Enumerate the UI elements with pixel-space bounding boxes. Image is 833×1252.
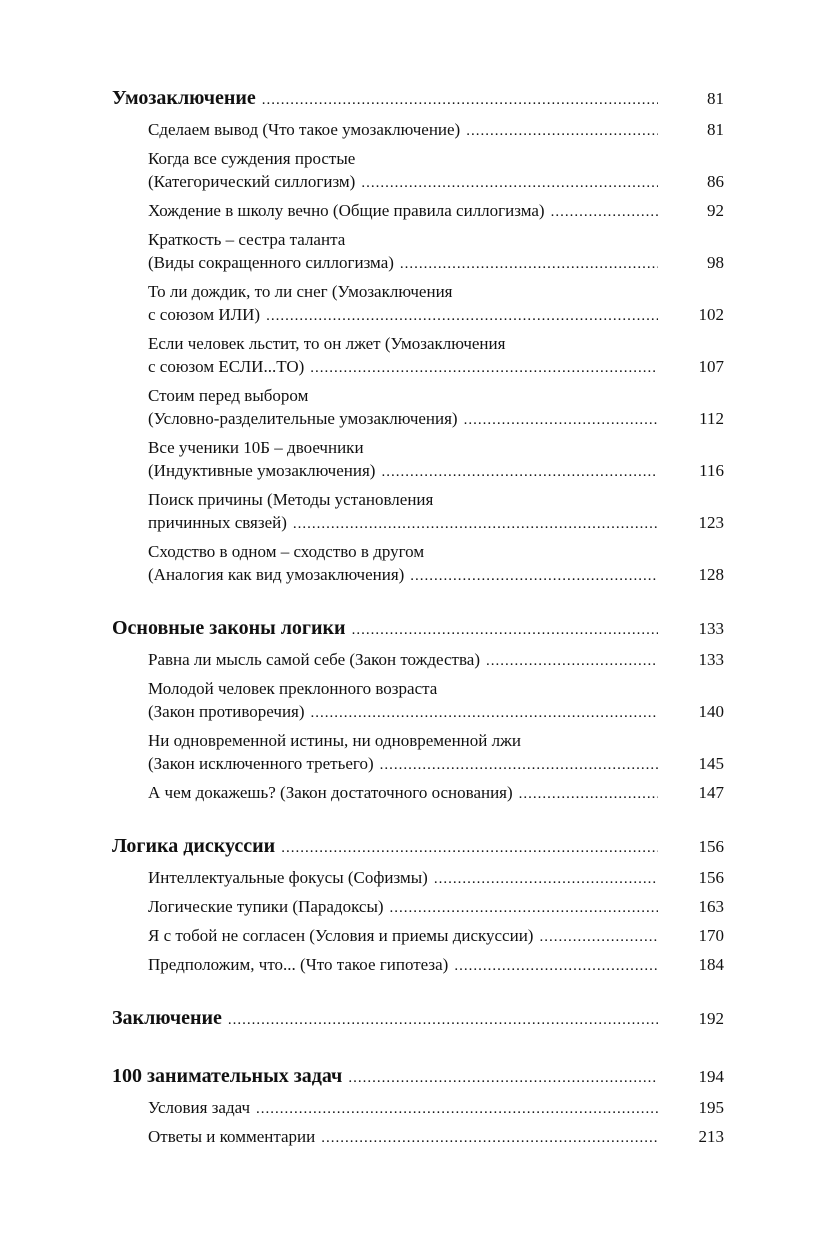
entry-page-number: 170 xyxy=(698,926,724,945)
entry-title: Условия задач xyxy=(148,1098,251,1117)
toc-entry xyxy=(112,1096,724,1121)
entry-page-number: 81 xyxy=(707,120,724,139)
entry-title-wrap xyxy=(148,866,658,891)
entry-title-line1: Ни одновременной истины, ни одновременной лжи xyxy=(148,731,521,750)
entry-title-line1: Если человек льстит, то он лжет (Умозаключения xyxy=(148,334,506,353)
entry-title: Логические тупики (Парадоксы) xyxy=(148,897,384,916)
toc-section xyxy=(112,612,724,806)
entry-title-line1: Краткость – сестра таланта xyxy=(148,230,346,249)
dot-leader xyxy=(348,1062,658,1094)
entry-title-wrap xyxy=(148,199,658,224)
entry-page-number: 213 xyxy=(698,1127,724,1146)
entry-title: (Закон противоречия) xyxy=(148,702,305,721)
entry-page-number: 112 xyxy=(699,409,724,428)
dot-leader xyxy=(381,461,658,484)
entry-title-wrap xyxy=(148,752,658,777)
entry-title: причинных связей) xyxy=(148,513,287,532)
section-heading xyxy=(112,830,724,864)
dot-leader xyxy=(551,201,658,224)
dot-leader xyxy=(262,84,658,116)
dot-leader xyxy=(434,868,658,891)
toc-entry xyxy=(112,1125,724,1150)
entry-page-number: 123 xyxy=(698,513,724,532)
entry-title: (Индуктивные умозаключения) xyxy=(148,461,376,480)
entry-title-wrap xyxy=(148,953,658,978)
entry-title: с союзом ИЛИ) xyxy=(148,305,261,324)
section-heading xyxy=(112,612,724,646)
section-title: 100 занимательных задач xyxy=(112,1065,343,1087)
section-page-number: 133 xyxy=(698,619,724,638)
entry-title: Интеллектуальные фокусы (Софизмы) xyxy=(148,868,428,887)
entry-page-number: 86 xyxy=(707,172,724,191)
entry-page-number: 133 xyxy=(698,650,724,669)
table-of-contents xyxy=(112,82,724,1154)
entry-page-number: 92 xyxy=(707,201,724,220)
section-page-number: 156 xyxy=(698,837,724,856)
dot-leader xyxy=(228,1004,658,1036)
entry-title-line1: Поиск причины (Методы установления xyxy=(148,490,434,509)
entry-page-number: 128 xyxy=(698,565,724,584)
entry-title-wrap xyxy=(148,1096,658,1121)
dot-leader xyxy=(266,305,658,328)
entry-title-wrap xyxy=(148,700,658,725)
entry-title-wrap xyxy=(148,895,658,920)
entry-title: Равна ли мысль самой себе (Закон тождества) xyxy=(148,650,480,669)
entry-page-number: 102 xyxy=(698,305,724,324)
entry-page-number: 145 xyxy=(698,754,724,773)
dot-leader xyxy=(281,832,658,864)
entry-title: Я с тобой не согласен (Условия и приемы дискуссии) xyxy=(148,926,534,945)
dot-leader xyxy=(361,172,658,195)
entry-page-number: 116 xyxy=(699,461,724,480)
entry-page-number: 163 xyxy=(698,897,724,916)
entry-title-line1: Когда все суждения простые xyxy=(148,149,356,168)
entry-title-line1: Молодой человек преклонного возраста xyxy=(148,679,438,698)
dot-leader xyxy=(311,702,658,725)
entry-page-number: 107 xyxy=(698,357,724,376)
entry-title-wrap xyxy=(148,303,658,328)
toc-entry xyxy=(112,866,724,891)
entry-title-wrap xyxy=(148,355,658,380)
toc-entry xyxy=(112,488,724,536)
toc-entry xyxy=(112,953,724,978)
dot-leader xyxy=(390,897,658,920)
entry-title: Сделаем вывод (Что такое умозаключение) xyxy=(148,120,461,139)
entry-title-line1: Сходство в одном – сходство в другом xyxy=(148,542,425,561)
entry-title-wrap xyxy=(148,251,658,276)
section-heading xyxy=(112,1060,724,1094)
dot-leader xyxy=(380,754,658,777)
heading-title-wrap xyxy=(112,82,658,116)
entry-title-wrap xyxy=(148,924,658,949)
entry-title: А чем докажешь? (Закон достаточного основания) xyxy=(148,783,513,802)
entry-title: с союзом ЕСЛИ...ТО) xyxy=(148,357,305,376)
dot-leader xyxy=(352,614,658,646)
entry-page-number: 184 xyxy=(698,955,724,974)
dot-leader xyxy=(310,357,658,380)
toc-entry xyxy=(112,677,724,725)
dot-leader xyxy=(256,1098,658,1121)
toc-entry xyxy=(112,781,724,806)
section-heading xyxy=(112,82,724,116)
entry-title-wrap xyxy=(148,563,658,588)
toc-entry xyxy=(112,280,724,328)
toc-entry xyxy=(112,228,724,276)
section-page-number: 81 xyxy=(707,89,724,108)
entry-title: (Виды сокращенного силлогизма) xyxy=(148,253,394,272)
toc-section xyxy=(112,1060,724,1150)
section-title: Основные законы логики xyxy=(112,617,346,639)
entry-title-wrap xyxy=(148,1125,658,1150)
toc-entry xyxy=(112,118,724,143)
toc-entry xyxy=(112,384,724,432)
toc-entry xyxy=(112,436,724,484)
toc-entry xyxy=(112,924,724,949)
dot-leader xyxy=(539,926,658,949)
toc-section xyxy=(112,82,724,588)
section-heading xyxy=(112,1002,724,1036)
dot-leader xyxy=(400,253,658,276)
heading-title-wrap xyxy=(112,1060,658,1094)
entry-title-wrap xyxy=(148,118,658,143)
entry-page-number: 140 xyxy=(698,702,724,721)
entry-title-wrap xyxy=(148,511,658,536)
entry-title: (Аналогия как вид умозаключения) xyxy=(148,565,405,584)
toc-entry xyxy=(112,332,724,380)
toc-entry xyxy=(112,648,724,673)
heading-title-wrap xyxy=(112,1002,658,1036)
entry-title: (Категорический силлогизм) xyxy=(148,172,356,191)
toc-entry xyxy=(112,729,724,777)
entry-title: Хождение в школу вечно (Общие правила силлогизма) xyxy=(148,201,545,220)
toc-section xyxy=(112,1002,724,1036)
entry-title-line1: То ли дождик, то ли снег (Умозаключения xyxy=(148,282,453,301)
entry-title-line1: Все ученики 10Б – двоечники xyxy=(148,438,364,457)
section-page-number: 194 xyxy=(698,1067,724,1086)
entry-title-line1: Стоим перед выбором xyxy=(148,386,309,405)
toc-entry xyxy=(112,540,724,588)
section-title: Умозаключение xyxy=(112,87,256,109)
dot-leader xyxy=(410,565,658,588)
entry-title-wrap xyxy=(148,648,658,673)
toc-entry xyxy=(112,895,724,920)
entry-page-number: 156 xyxy=(698,868,724,887)
entry-title-wrap xyxy=(148,407,658,432)
toc-section xyxy=(112,830,724,978)
entry-page-number: 195 xyxy=(698,1098,724,1117)
dot-leader xyxy=(454,955,658,978)
toc-entry xyxy=(112,147,724,195)
dot-leader xyxy=(293,513,658,536)
section-title: Заключение xyxy=(112,1007,222,1029)
toc-entry xyxy=(112,199,724,224)
dot-leader xyxy=(486,650,658,673)
entry-title-wrap xyxy=(148,170,658,195)
heading-title-wrap xyxy=(112,612,658,646)
entry-title: (Условно-разделительные умозаключения) xyxy=(148,409,458,428)
heading-title-wrap xyxy=(112,830,658,864)
dot-leader xyxy=(464,409,658,432)
entry-title-wrap xyxy=(148,459,658,484)
entry-title: (Закон исключенного третьего) xyxy=(148,754,374,773)
entry-title: Ответы и комментарии xyxy=(148,1127,316,1146)
dot-leader xyxy=(466,120,658,143)
entry-title-wrap xyxy=(148,781,658,806)
section-page-number: 192 xyxy=(698,1009,724,1028)
section-title: Логика дискуссии xyxy=(112,835,276,857)
dot-leader xyxy=(321,1127,658,1150)
entry-page-number: 98 xyxy=(707,253,724,272)
entry-title: Предположим, что... (Что такое гипотеза) xyxy=(148,955,449,974)
entry-page-number: 147 xyxy=(698,783,724,802)
dot-leader xyxy=(519,783,658,806)
